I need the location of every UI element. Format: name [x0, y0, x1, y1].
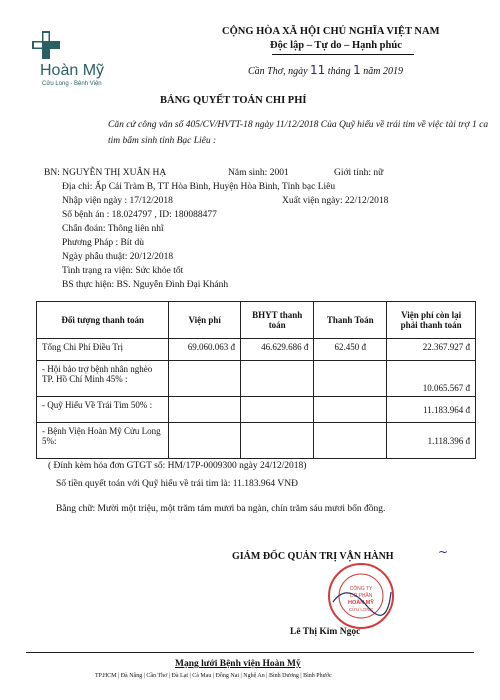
initial-mark-icon: ~ [438, 545, 449, 559]
company-seal-icon [327, 562, 395, 630]
date-day: 11 [310, 63, 326, 77]
national-motto: Độc lập – Tự do – Hạnh phúc [270, 40, 402, 51]
table-row [37, 423, 476, 459]
national-title: CỘNG HÒA XÃ HỘI CHỦ NGHĨA VIỆT NAM [222, 26, 440, 37]
column-header: Thanh Toán [314, 302, 387, 339]
table-cell: 11.183.964 đ [387, 397, 476, 423]
patient-birth-year: Năm sinh: 2001 [228, 168, 289, 178]
amount-in-words: Bằng chữ: Mười một triệu, một trăm tám mươi ba ngàn, chín trăm sáu mươi bốn đồng. [56, 504, 386, 514]
table-cell: - Quỹ Hiểu Về Trái Tim 50% : [37, 397, 169, 423]
patient-address: Địa chỉ: Ấp Cái Tràm B, TT Hòa Bình, Huyện Hòa Bình, Tỉnh bạc Liêu [62, 182, 336, 192]
patient-name: BN: NGUYỄN THỊ XUÂN HẠ [44, 168, 167, 178]
logo-subtitle: Cửu Long - Bệnh Viện [42, 81, 102, 87]
svg-text:CỔ PHẦN: CỔ PHẦN [349, 593, 373, 599]
date-year: năm 2019 [363, 66, 403, 77]
column-header: BHYT thanh toán [241, 302, 314, 339]
table-cell: - Hội bảo trợ bệnh nhân nghèo TP. Hồ Chí Minh 45% : [37, 361, 169, 397]
table-cell [314, 361, 387, 397]
motto-underline [272, 54, 414, 55]
record-number: Số bệnh án : 18.024797 , ID: 180088477 [62, 210, 217, 220]
table-cell [241, 361, 314, 397]
table-cell: - Bệnh Viện Hoàn Mỹ Cửu Long 5%: [37, 423, 169, 459]
document-title: BẢNG QUYẾT TOÁN CHI PHÍ [160, 95, 307, 106]
attending-doctor: BS thực hiện: BS. Nguyễn Đình Đại Khánh [62, 280, 229, 290]
table-cell: 10.065.567 đ [387, 361, 476, 397]
table-cell [241, 423, 314, 459]
diagnosis: Chẩn đoán: Thông liên nhĩ [62, 224, 164, 234]
date-month-label: tháng [327, 66, 351, 77]
table-cell: 1.118.396 đ [387, 423, 476, 459]
table-cell [241, 397, 314, 423]
table-cell [314, 397, 387, 423]
column-header: Viện phí còn lại phải thanh toán [387, 302, 476, 339]
svg-text:HOÀN MỸ: HOÀN MỸ [348, 600, 374, 606]
column-header: Viện phí [169, 302, 241, 339]
date-month: 1 [353, 63, 361, 77]
settlement-amount: Số tiền quyết toán với Quỹ hiểu về trái tim là: 11.183.964 VNĐ [56, 479, 298, 489]
footer-divider [26, 652, 474, 653]
table-header-row [37, 302, 476, 339]
table-cell: 46.629.686 đ [241, 339, 314, 361]
table-cell [169, 361, 241, 397]
svg-text:CÔNG TY: CÔNG TY [349, 586, 373, 592]
table-cell [169, 397, 241, 423]
signatory-title: GIÁM ĐỐC QUẢN TRỊ VẬN HÀNH [232, 551, 394, 562]
footer-locations: TP.HCM | Đà Nẵng | Cần Thơ | Đà Lạt | Cà Mau | Đồng Nai | Nghệ An | Bình Dương | Bình Phước [95, 673, 332, 679]
settlement-table [36, 301, 476, 459]
discharge-status: Tình trạng ra viện: Sức khỏe tốt [62, 266, 184, 276]
signatory-name: Lê Thị Kim Ngọc [290, 627, 361, 637]
table-row [37, 339, 476, 361]
date-prefix: Cần Thơ, ngày [248, 66, 308, 77]
table-cell: 69.060.063 đ [169, 339, 241, 361]
discharge-date: Xuất viện ngày: 22/12/2018 [282, 196, 389, 206]
table-cell [314, 423, 387, 459]
logo-name: Hoàn Mỹ [40, 62, 105, 79]
surgery-date: Ngày phẫu thuật: 20/12/2018 [62, 252, 174, 262]
admission-date: Nhập viện ngày : 17/12/2018 [62, 196, 173, 206]
table-row [37, 361, 476, 397]
procedure-method: Phương Pháp : Bít dù [62, 238, 144, 248]
patient-gender: Giới tính: nữ [334, 168, 384, 178]
table-cell: Tổng Chi Phí Điều Trị [37, 339, 169, 361]
dateline [248, 63, 403, 77]
table-cell: 22.367.927 đ [387, 339, 476, 361]
footer-title: Mạng lưới Bệnh viện Hoàn Mỹ [175, 659, 301, 669]
basis-paragraph: Căn cứ công văn số 405/CV/HVTT-18 ngày 11/12/2018 Của Quỹ hiểu về trái tim về việc tài trợ 1 ca tim bẩm sinh tỉnh Bạc Liêu : [108, 120, 489, 146]
column-header: Đối tượng thanh toán [37, 302, 169, 339]
attached-invoice-note: ( Đính kèm hóa đơn GTGT số: HM/17P-0009300 ngày 24/12/2018) [48, 461, 307, 471]
hospital-cross-logo-icon [28, 30, 64, 60]
table-cell: 62.450 đ [314, 339, 387, 361]
table-cell [169, 423, 241, 459]
table-row [37, 397, 476, 423]
svg-text:CỬU LONG: CỬU LONG [348, 607, 374, 612]
